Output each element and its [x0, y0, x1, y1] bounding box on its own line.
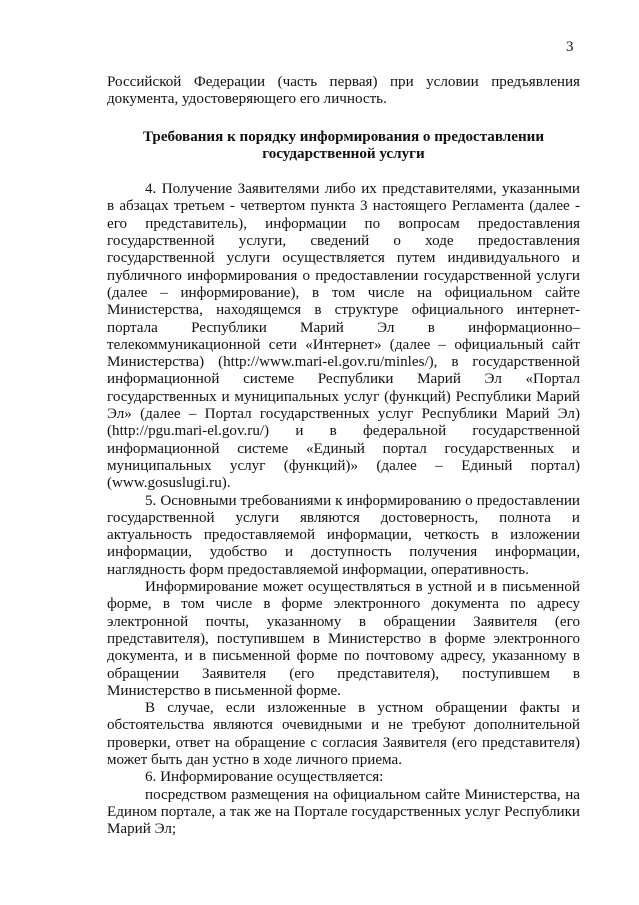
section-heading-line-2: государственной услуги — [262, 145, 425, 162]
paragraph-4: 4. Получение Заявителями либо их представителями, указанными в абзацах третьем - четвертом пункта 3 настоящего Регламента (далее - его представитель), информации по вопросам предоставления государственной услуги, сведений о ходе предоставления государственной услуги осуществляется путем индивидуального и публичного информирования о предоставлении государственной услуги (далее – информирование), в том числе на официальном сайте Министерства, находящемся в структуре официального интернет-портала Республики Марий Эл в информационно–телекоммуникационной сети «Интернет» (далее – официальный сайт Министерства) (http://www.mari-el.gov.ru/minles/), в государственной информационной системе Республики Марий Эл «Портал государственных и муниципальных услуг (функций) Республики Марий Эл» (далее – Портал государственных услуг Республики Марий Эл) (http://pgu.mari-el.gov.ru/) и в федеральной государственной информационной системе «Единый портал государственных и муниципальных услуг (функций)» (далее – Единый портал) (www.gosuslugi.ru). — [107, 181, 580, 492]
intro-paragraph: Российской Федерации (часть первая) при условии предъявления документа, удостоверяющего его личность. — [107, 74, 580, 108]
page-number: 3 — [566, 39, 574, 55]
paragraph-oral-answer: В случае, если изложенные в устном обращении факты и обстоятельства являются очевидными и не требуют дополнительной проверки, ответ на обращение с согласия Заявителя (его представителя) может быть дан устно в ходе личного приема. — [107, 700, 580, 768]
document-body — [107, 74, 580, 838]
paragraph-posting: посредством размещения на официальном сайте Министерства, на Едином портале, а так же на Портале государственных услуг Республики Марий Эл; — [107, 786, 580, 838]
paragraph-5: 5. Основными требованиями к информированию о предоставлении государственной услуги являются достоверность, полнота и актуальность предоставляемой информации, четкость в изложении информации, удобство и доступность получения информации, наглядность форм предоставляемой информации, оперативность. — [107, 492, 580, 578]
paragraph-6: 6. Информирование осуществляется: — [145, 769, 384, 786]
paragraph-informing-forms: Информирование может осуществляться в устной и в письменной форме, в том числе в форме электронного документа по адресу электронной почты, указанному в обращении Заявителя (его представителя), поступившем в Министерство в форме электронного документа, и в письменной форме по почтовому адресу, указанному в обращении Заявителя (его представителя), поступившем в Министерство в письменной форме. — [107, 579, 580, 699]
section-heading-line-1: Требования к порядку информирования о предоставлении — [142, 128, 545, 145]
section-heading — [107, 129, 580, 164]
